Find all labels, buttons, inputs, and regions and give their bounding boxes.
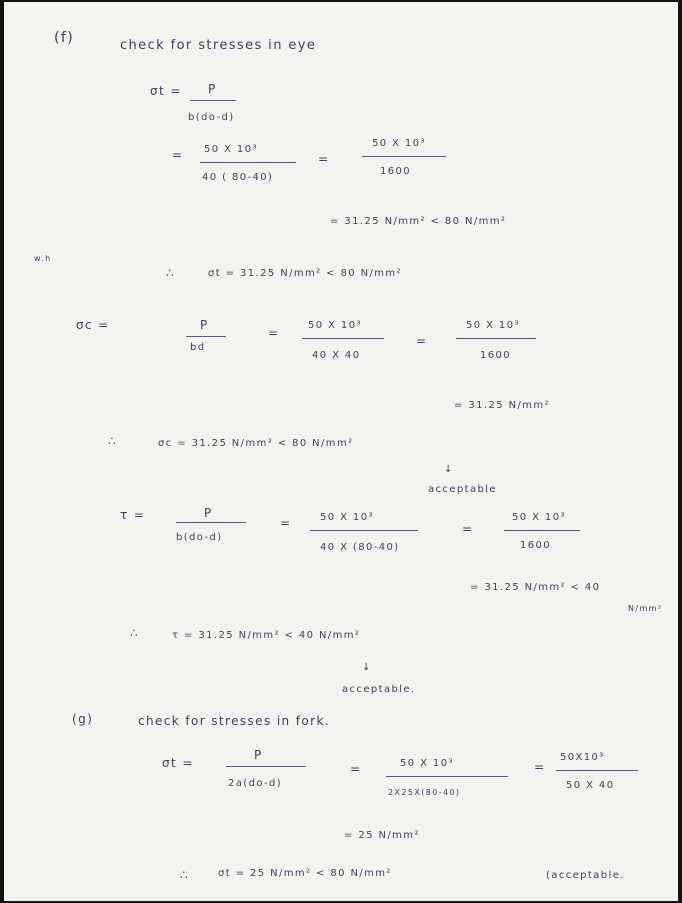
fork-sigma-t-denominator: 2a(do-d): [228, 778, 283, 789]
sigma-c-denominator: bd: [190, 342, 206, 353]
sigma-t-fraction-bar-3: [362, 156, 446, 157]
therefore-symbol-1: ∴: [166, 266, 176, 280]
tau-equals-1: =: [280, 516, 292, 530]
sigma-t-numerator-2: 50 X 10³: [204, 144, 258, 155]
sigma-c-result: = 31.25 N/mm²: [454, 400, 550, 411]
sigma-c-lhs: σc =: [76, 318, 110, 332]
tau-numerator: P: [204, 506, 213, 520]
part-f-heading: check for stresses in eye: [120, 38, 317, 53]
tau-fraction-bar: [176, 522, 246, 523]
part-g-heading: check for stresses in fork.: [138, 714, 331, 728]
sigma-c-denominator-2: 40 X 40: [312, 350, 361, 361]
sigma-t-denominator-3: 1600: [380, 166, 412, 177]
tau-numerator-2: 50 X 10³: [320, 512, 374, 523]
sigma-t-fraction-bar-2: [200, 162, 296, 163]
fork-sigma-t-fraction-bar-2: [386, 776, 508, 777]
sigma-t-equals-1: =: [172, 148, 184, 162]
fork-sigma-t-fraction-bar-3: [556, 770, 638, 771]
tau-denominator-3: 1600: [520, 540, 552, 551]
tau-numerator-3: 50 X 10³: [512, 512, 566, 523]
tau-fraction-bar-2: [310, 530, 418, 531]
tau-status: acceptable.: [342, 684, 416, 695]
sigma-c-conclusion: σc = 31.25 N/mm² < 80 N/mm²: [158, 438, 354, 449]
sigma-c-fraction-bar-3: [456, 338, 536, 339]
sigma-t-equals-2: =: [318, 152, 330, 166]
fork-sigma-t-equals-2: =: [534, 760, 546, 774]
tau-result-unit: N/mm²: [628, 604, 663, 613]
fork-sigma-t-lhs: σt =: [162, 756, 194, 770]
therefore-symbol-3: ∴: [130, 626, 140, 640]
sigma-t-conclusion: σt = 31.25 N/mm² < 80 N/mm²: [208, 268, 402, 279]
fork-sigma-t-conclusion: σt = 25 N/mm² < 80 N/mm²: [218, 868, 392, 879]
fork-sigma-t-equals-1: =: [350, 762, 362, 776]
fork-sigma-t-fraction-bar: [226, 766, 306, 767]
tau-conclusion: τ = 31.25 N/mm² < 40 N/mm²: [172, 630, 361, 641]
sigma-c-status: acceptable: [428, 484, 497, 495]
sigma-t-fraction-bar: [190, 100, 236, 101]
sigma-c-equals-1: =: [268, 326, 280, 340]
fork-sigma-t-numerator-2: 50 X 10³: [400, 758, 454, 769]
handwritten-notes-page: [4, 2, 678, 901]
therefore-symbol-4: ∴: [180, 868, 190, 882]
sigma-t-result: = 31.25 N/mm² < 80 N/mm²: [330, 216, 507, 227]
therefore-symbol-2: ∴: [108, 434, 118, 448]
arrow-down-icon-2: ↓: [362, 662, 372, 673]
fork-sigma-t-denominator-2: 2X25X(80-40): [388, 788, 461, 797]
tau-denominator-2: 40 X (80-40): [320, 542, 400, 553]
tau-lhs: τ =: [120, 508, 146, 522]
tau-denominator: b(do-d): [176, 532, 223, 543]
sigma-c-numerator-2: 50 X 10³: [308, 320, 362, 331]
sigma-c-equals-2: =: [416, 334, 428, 348]
part-f-label: (f): [54, 30, 75, 46]
fork-sigma-t-status: (acceptable.: [546, 870, 625, 881]
sigma-c-numerator-3: 50 X 10³: [466, 320, 520, 331]
sigma-t-lhs: σt =: [150, 84, 182, 98]
arrow-down-icon-1: ↓: [444, 464, 454, 475]
sigma-t-denominator-2: 40 ( 80-40): [202, 172, 274, 183]
fork-sigma-t-numerator-3: 50X10³: [560, 752, 605, 763]
fork-sigma-t-result: = 25 N/mm²: [344, 830, 420, 841]
margin-note: w.h: [34, 254, 52, 263]
sigma-c-fraction-bar-2: [302, 338, 384, 339]
tau-equals-2: =: [462, 522, 474, 536]
sigma-c-denominator-3: 1600: [480, 350, 512, 361]
sigma-c-numerator: P: [200, 318, 209, 332]
sigma-t-numerator-3: 50 X 10³: [372, 138, 426, 149]
tau-fraction-bar-3: [504, 530, 580, 531]
sigma-t-numerator: P: [208, 82, 217, 96]
sigma-t-denominator: b(do-d): [188, 112, 235, 123]
part-g-label: (g): [72, 712, 94, 726]
fork-sigma-t-numerator: P: [254, 748, 263, 762]
sigma-c-fraction-bar: [186, 336, 226, 337]
tau-result: = 31.25 N/mm² < 40: [470, 582, 601, 593]
fork-sigma-t-denominator-3: 50 X 40: [566, 780, 615, 791]
